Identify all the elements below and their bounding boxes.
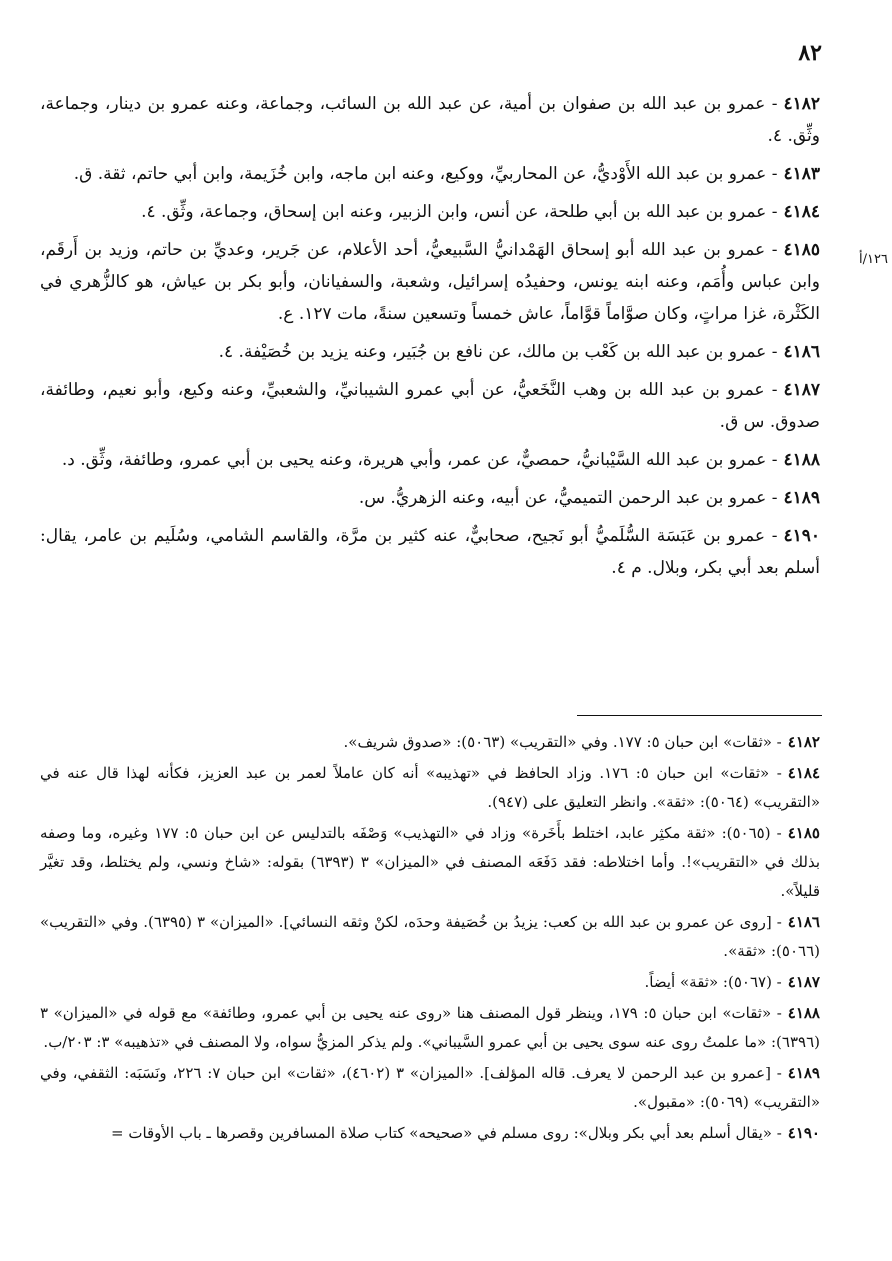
footnote [40,908,820,966]
footnote-number: ٤١٩٠ [787,1124,820,1142]
footnote [40,819,820,906]
entry-number: ٤١٨٢ [783,94,820,114]
footnote [40,759,820,817]
entry-text: - عمرو بن عبد الله الأَوْديُّ، عن المحاربيِّ، ووكيع، وعنه ابن ماجه، وابن خُزَيمة، وابن أبي حاتم، ثقة. ق. [73,164,778,184]
footnote-number: ٤١٨٦ [787,913,820,931]
entry [40,336,820,368]
footnote [40,728,820,757]
entry-text: - عمرو بن عبد الله أبو إسحاق الهَمْدانيُّ السَّبيعيُّ، أحد الأعلام، عن جَرير، وعديِّ بن حاتم، وزيد بن أَرقَم، وابن عباس وأُمَم، وعنه ابنه يونس، وحفيدُه إسرائيل، وشعبة، والسفيانان، وأبو بكر بن عياش، هو كالزُّهري في الكَثْرة، غزا مراتٍ، وكان صوَّاماً قوَّاماً، عاش خمساً وتسعين سنةً، مات ١٢٧. ع. [40,240,820,324]
footnote-number: ٤١٨٢ [787,733,820,751]
entry-text: - عمرو بن عبد الله بن وهب النَّخَعيُّ، عن أبي عمرو الشيبانيِّ، والشعبيِّ، وعنه وكيع، وأبو نعيم، وطائفة، صدوق. س ق. [40,380,820,432]
footnote-number: ٤١٨٥ [787,824,820,842]
footnote-number: ٤١٨٤ [787,764,821,782]
footnote-text: - «ثقات» ابن حبان ٥: ١٧٩، وينظر قول المصنف هنا «روى عنه يحيى بن أبي عمرو، وطائفة» مع قوله في «الميزان» ٣ (٦٣٩٦): «ما علمتُ روى عنه سوى يحيى بن أبي عمرو السَّيباني». ولم يذكر المزيُّ سواه، ولا المصنف في «تذهيبه» ٣: ٢٠٣/ب. [40,1004,820,1051]
entry-text: - عمرو بن عبد الله بن كَعْب بن مالك، عن نافع بن جُبَير، وعنه يزيد بن خُصَيْفة. ٤. [218,342,778,362]
footnote-text: - (٥٠٦٧): «ثقة» أيضاً. [644,973,782,991]
footnote [40,968,820,997]
entries-list [40,88,820,590]
entry-text: - عمرو بن عبد الرحمن التميميُّ، عن أبيه، وعنه الزهريُّ. س. [358,488,778,508]
entry [40,234,820,330]
footnote-text: - [عمرو بن عبد الرحمن لا يعرف. قاله المؤلف]. «الميزان» ٣ (٤٦٠٢)، «ثقات» ابن حبان ٧: ٢٢٦، ونَسَبَه: الثقفي، وفي «التقريب» (٥٠٦٩): «مقبول». [40,1064,820,1111]
footnote-number: ٤١٨٨ [787,1004,820,1022]
entry-number: ٤١٩٠ [783,526,820,546]
entry [40,196,820,228]
entry-number: ٤١٨٩ [783,488,820,508]
page-number: ٨٢ [798,40,822,66]
entry-number: ٤١٨٤ [783,202,820,222]
entry-text: - عمرو بن عبد الله السَّيْبانيُّ، حمصيٌّ، عن عمر، وأبي هريرة، وعنه يحيى بن أبي عمرو، وطائفة، وثِّق. د. [61,450,778,470]
footnote [40,999,820,1057]
entry [40,520,820,584]
entry-number: ٤١٨٦ [783,342,820,362]
footnote-divider [577,715,822,716]
entry-text: - عمرو بن عبد الله بن صفوان بن أمية، عن عبد الله بن السائب، وجماعة، وعنه عمرو بن دينار، وجماعة، وثِّق. ٤. [40,94,820,146]
footnote [40,1119,820,1148]
footnotes-list [40,728,820,1150]
footnote-text: - «ثقات» ابن حبان ٥: ١٧٦. وزاد الحافظ في «تهذيبه» أنه كان عاملاً لعمر بن عبد العزيز، فكأنه لهذا قال عنه في «التقريب» (٥٠٦٤): «ثقة». وانظر التعليق على (٩٤٧). [40,764,820,811]
entry-number: ٤١٨٧ [783,380,820,400]
footnote-text: - (٥٠٦٥): «ثقة مكثِر عابد، اختلط بأَخَرة» وزاد في «التهذيب» وَصْفَه بالتدليس عن ابن حبان ٥: ١٧٧ وغيره، وما وصفه بذلك في «التقريب»!. وأما اختلاطه: فقد دَفَعَه المصنف في «الميزان» ٣ (٦٣٩٣) بقوله: «شاخ ونسي، ولم يختلط، وقد تغيَّر قليلاً». [40,824,820,900]
entry-text: - عمرو بن عبد الله بن أبي طلحة، عن أنس، وابن الزبير، وعنه ابن إسحاق، وجماعة، وثِّق. ٤. [141,202,778,222]
entry [40,88,820,152]
footnote-number: ٤١٨٧ [787,973,820,991]
entry [40,158,820,190]
entry-text: - عمرو بن عَبَسَة السُّلَميُّ أبو نَجيح، صحابيٌّ، عنه كثير بن مرَّة، والقاسم الشامي، وسُلَيم بن عامر، يقال: أسلم بعد أبي بكر، وبلال. م ٤. [40,526,820,578]
entry [40,444,820,476]
footnote-text: - [روى عن عمرو بن عبد الله بن كعب: يزيدُ بن خُصَيفة وحدَه، لكنْ وثقه النسائي]. «الميزان» ٣ (٦٣٩٥). وفي «التقريب» (٥٠٦٦): «ثقة». [40,913,820,960]
entry-number: ٤١٨٣ [783,164,820,184]
footnote-number: ٤١٨٩ [787,1064,820,1082]
margin-note: ١٢٦/أ [859,252,888,267]
entry-number: ٤١٨٥ [783,240,820,260]
entry-number: ٤١٨٨ [783,450,820,470]
footnote-text: - «يقال أسلم بعد أبي بكر وبلال»: روى مسلم في «صحيحه» كتاب صلاة المسافرين وقصرها ـ باب الأوقات = [110,1124,782,1142]
entry [40,374,820,438]
footnote-text: - «ثقات» ابن حبان ٥: ١٧٧. وفي «التقريب» (٥٠٦٣): «صدوق شريف». [343,733,782,751]
entry [40,482,820,514]
footnote [40,1059,820,1117]
